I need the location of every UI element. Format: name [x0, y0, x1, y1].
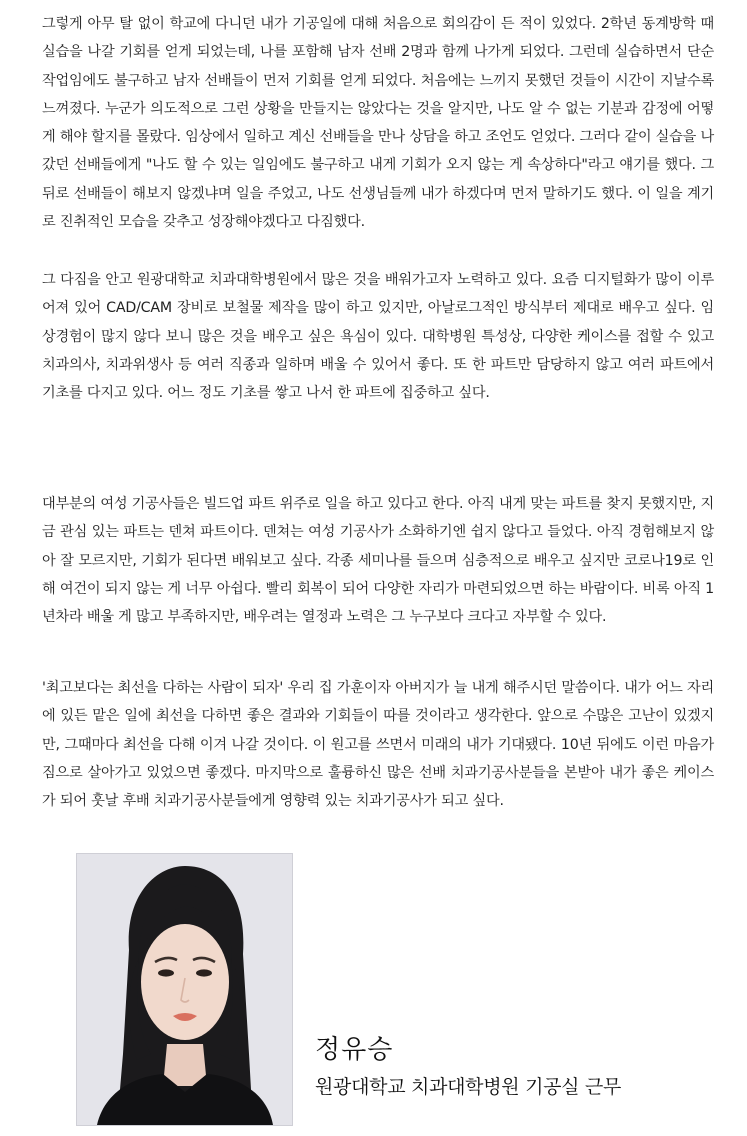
- author-portrait: [76, 853, 293, 1126]
- paragraph-3: 대부분의 여성 기공사들은 빌드업 파트 위주로 일을 하고 있다고 한다. 아직 내게 맞는 파트를 찾지 못했지만, 지금 관심 있는 파트는 덴쳐 파트이다. 덴쳐는 여성 기공사가 소화하기엔 쉽지 않다고 들었다. 아직 경험해보지 않아 잘 모르지만, 기회가 된다면 배워보고 싶다. 각종 세미나를 들으며 심층적으로 배우고 싶지만 코로나19로 인해 여건이 되지 않는 게 너무 아쉽다. 빨리 회복이 되어 다양한 자리가 마련되었으면 하는 바람이다. 비록 아직 1년차라 배울 게 많고 부족하지만, 배우려는 열정과 노력은 그 누구보다 크다고 자부할 수 있다.: [42, 496, 714, 626]
- paragraph-4: '최고보다는 최선을 다하는 사람이 되자' 우리 집 가훈이자 아버지가 늘 내게 해주시던 말씀이다. 내가 어느 자리에 있든 맡은 일에 최선을 다하면 좋은 결과와 기회들이 따를 것이라고 생각한다. 앞으로 수많은 고난이 있겠지만, 그때마다 최선을 다해 이겨 나갈 것이다. 이 원고를 쓰면서 미래의 내가 기대됐다. 10년 뒤에도 이런 마음가짐으로 살아가고 있었으면 좋겠다. 마지막으로 훌륭하신 많은 선배 치과기공사분들을 본받아 내가 좋은 케이스가 되어 훗날 후배 치과기공사분들에게 영향력 있는 치과기공사가 되고 싶다.: [42, 680, 714, 810]
- portrait-photo-icon: [77, 854, 292, 1125]
- author-affiliation: 원광대학교 치과대학병원 기공실 근무: [315, 1076, 622, 1098]
- eye-right: [196, 969, 212, 976]
- author-name: 정유승: [315, 1035, 394, 1065]
- eye-left: [158, 969, 174, 976]
- paragraph-1: 그렇게 아무 탈 없이 학교에 다니던 내가 기공일에 대해 처음으로 회의감이 든 적이 있었다. 2학년 동계방학 때 실습을 나갈 기회를 얻게 되었는데, 나를 포함해 남자 선배 2명과 함께 나가게 되었다. 그런데 실습하면서 단순 작업임에도 불구하고 남자 선배들이 먼저 기회를 얻게 되었다. 처음에는 느끼지 못했던 것들이 시간이 지날수록 느껴졌다. 누군가 의도적으로 그런 상황을 만들지는 않았다는 것을 알지만, 나도 알 수 없는 기분과 감정에 어떻게 해야 할지를 몰랐다. 임상에서 일하고 계신 선배들을 만나 상담을 하고 조언도 얻었다. 그러다 같이 실습을 나갔던 선배들에게 "나도 할 수 있는 일임에도 불구하고 내게 기회가 오지 않는 게 속상하다"라고 얘기를 했다. 그 뒤로 선배들이 해보지 않겠냐며 일을 주었고, 나도 선생님들께 내가 하겠다며 먼저 말하기도 했다. 이 일을 계기로 진취적인 모습을 갖추고 성장해야겠다고 다짐했다.: [42, 16, 714, 231]
- paragraph-2: 그 다짐을 안고 원광대학교 치과대학병원에서 많은 것을 배워가고자 노력하고 있다. 요즘 디지털화가 많이 이루어져 있어 CAD/CAM 장비로 보철물 제작을 많이 하고 있지만, 아날로그적인 방식부터 제대로 배우고 싶다. 임상경험이 많지 않다 보니 많은 것을 배우고 싶은 욕심이 있다. 대학병원 특성상, 다양한 케이스를 접할 수 있고 치과의사, 치과위생사 등 여러 직종과 일하며 배울 수 있어서 좋다. 또 한 파트만 담당하지 않고 여러 파트에서 기초를 다지고 있다. 어느 정도 기초를 쌓고 나서 한 파트에 집중하고 싶다.: [42, 272, 714, 402]
